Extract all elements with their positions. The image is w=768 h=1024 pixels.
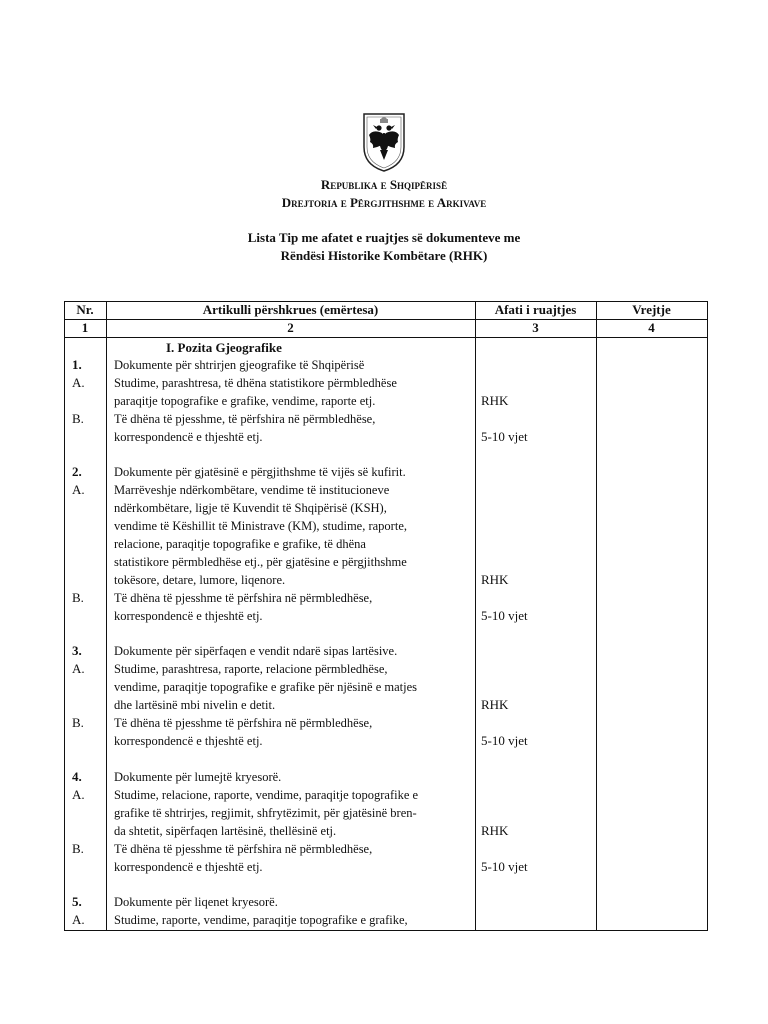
table-border-left [64,301,65,931]
retention-period: 5-10 vjet [481,733,528,748]
coat-of-arms-emblem [361,111,407,173]
subitem-text-line: korrespondencë e thjeshtë etj. [114,734,263,748]
section-title: I. Pozita Gjeografike [166,340,282,355]
table-column-divider [475,301,476,931]
retention-period: 5-10 vjet [481,429,528,444]
subitem-letter: A. [72,482,85,497]
column-header-description: Artikulli përshkrues (emërtesa) [202,302,379,317]
subitem-letter: A. [72,661,85,676]
table-row-divider [64,337,708,338]
subitem-text-line: da shtetit, sipërfaqen lartësinë, thellësinë etj. [114,824,337,838]
table-border-bottom [64,930,708,931]
item-number: 5. [72,894,82,909]
column-header-nr: Nr. [76,302,94,317]
subitem-text-line: Studime, parashtresa, raporte, relacione përmbledhëse, [114,662,388,676]
item-title: Dokumente për lumejtë kryesorë. [114,770,282,784]
column-number: 2 [287,320,294,335]
table-column-divider [106,301,107,931]
retention-period: 5-10 vjet [481,608,528,623]
item-number: 2. [72,464,82,479]
item-number: 4. [72,769,82,784]
column-number: 4 [648,320,655,335]
table-border-right [707,301,708,931]
subitem-letter: A. [72,375,85,390]
subitem-text-line: grafike të shtrirjes, regjimit, shfrytëzimit, për gjatësinë bren- [114,806,417,820]
retention-period: RHK [481,823,509,838]
subitem-text-line: Studime, parashtresa, të dhëna statistikore përmbledhëse [114,376,397,390]
retention-period: RHK [481,697,509,712]
column-header-remarks: Vrejtje [632,302,671,317]
subitem-text-line: Studime, relacione, raporte, vendime, paraqitje topografike e [114,788,419,802]
subitem-text-line: korrespondencë e thjeshtë etj. [114,860,263,874]
column-number: 1 [81,320,89,335]
subitem-letter: B. [72,841,84,856]
document-title-line-1: Lista Tip me afatet e ruajtjes së dokumenteve me [247,230,521,245]
directorate-name: Drejtoria e Përgjithshme e Arkivave [281,195,487,210]
table-column-divider [596,301,597,931]
subitem-letter: B. [72,715,84,730]
subitem-text-line: Studime, raporte, vendime, paraqitje topografike e grafike, [114,913,408,927]
subitem-letter: A. [72,787,85,802]
item-title: Dokumente për liqenet kryesorë. [114,895,278,909]
subitem-text-line: paraqitje topografike e grafike, vendime, raporte etj. [114,394,376,408]
document-title-line-2: Rëndësi Historike Kombëtare (RHK) [280,248,488,263]
subitem-text-line: Marrëveshje ndërkombëtare, vendime të institucioneve [114,483,390,497]
retention-table [64,301,708,931]
subitem-text-line: korrespondencë e thjeshtë etj. [114,430,263,444]
column-header-retention: Afati i ruajtjes [494,302,577,317]
subitem-text-line: ndërkombëtare, ligje të Kuvendit të Shqipërisë (KSH), [114,501,387,515]
item-title: Dokumente për shtrirjen gjeografike të Shqipërisë [114,358,365,372]
column-number: 3 [532,320,539,335]
subitem-text-line: korrespondencë e thjeshtë etj. [114,609,263,623]
subitem-text-line: vendime të Këshillit të Ministrave (KM), studime, raporte, [114,519,407,533]
subitem-text-line: tokësore, detare, lumore, liqenore. [114,573,286,587]
retention-period: RHK [481,393,509,408]
subitem-text-line: statistikore përmbledhëse etj., për gjatësine e përgjithshme [114,555,407,569]
item-title: Dokumente për gjatësinë e përgjithshme të vijës së kufirit. [114,465,406,479]
retention-period: RHK [481,572,509,587]
subitem-text-line: Të dhëna të pjesshme të përfshira në përmbledhëse, [114,716,373,730]
subitem-letter: A. [72,912,85,927]
subitem-letter: B. [72,411,84,426]
organization-name: Republika e Shqipërisë [320,177,448,192]
item-number: 3. [72,643,82,658]
item-number: 1. [72,357,82,372]
subitem-text-line: relacione, paraqitje topografike e grafike, të dhëna [114,537,366,551]
subitem-text-line: Të dhëna të pjesshme të përfshira në përmbledhëse, [114,842,373,856]
subitem-text-line: Të dhëna të pjesshme, të përfshira në përmbledhëse, [114,412,376,426]
subitem-text-line: vendime, paraqitje topografike e grafike për njësinë e matjes [114,680,417,694]
item-title: Dokumente për sipërfaqen e vendit ndarë sipas lartësive. [114,644,398,658]
subitem-text-line: dhe lartësinë mbi nivelin e detit. [114,698,276,712]
retention-period: 5-10 vjet [481,859,528,874]
subitem-text-line: Të dhëna të pjesshme të përfshira në përmbledhëse, [114,591,373,605]
subitem-letter: B. [72,590,84,605]
